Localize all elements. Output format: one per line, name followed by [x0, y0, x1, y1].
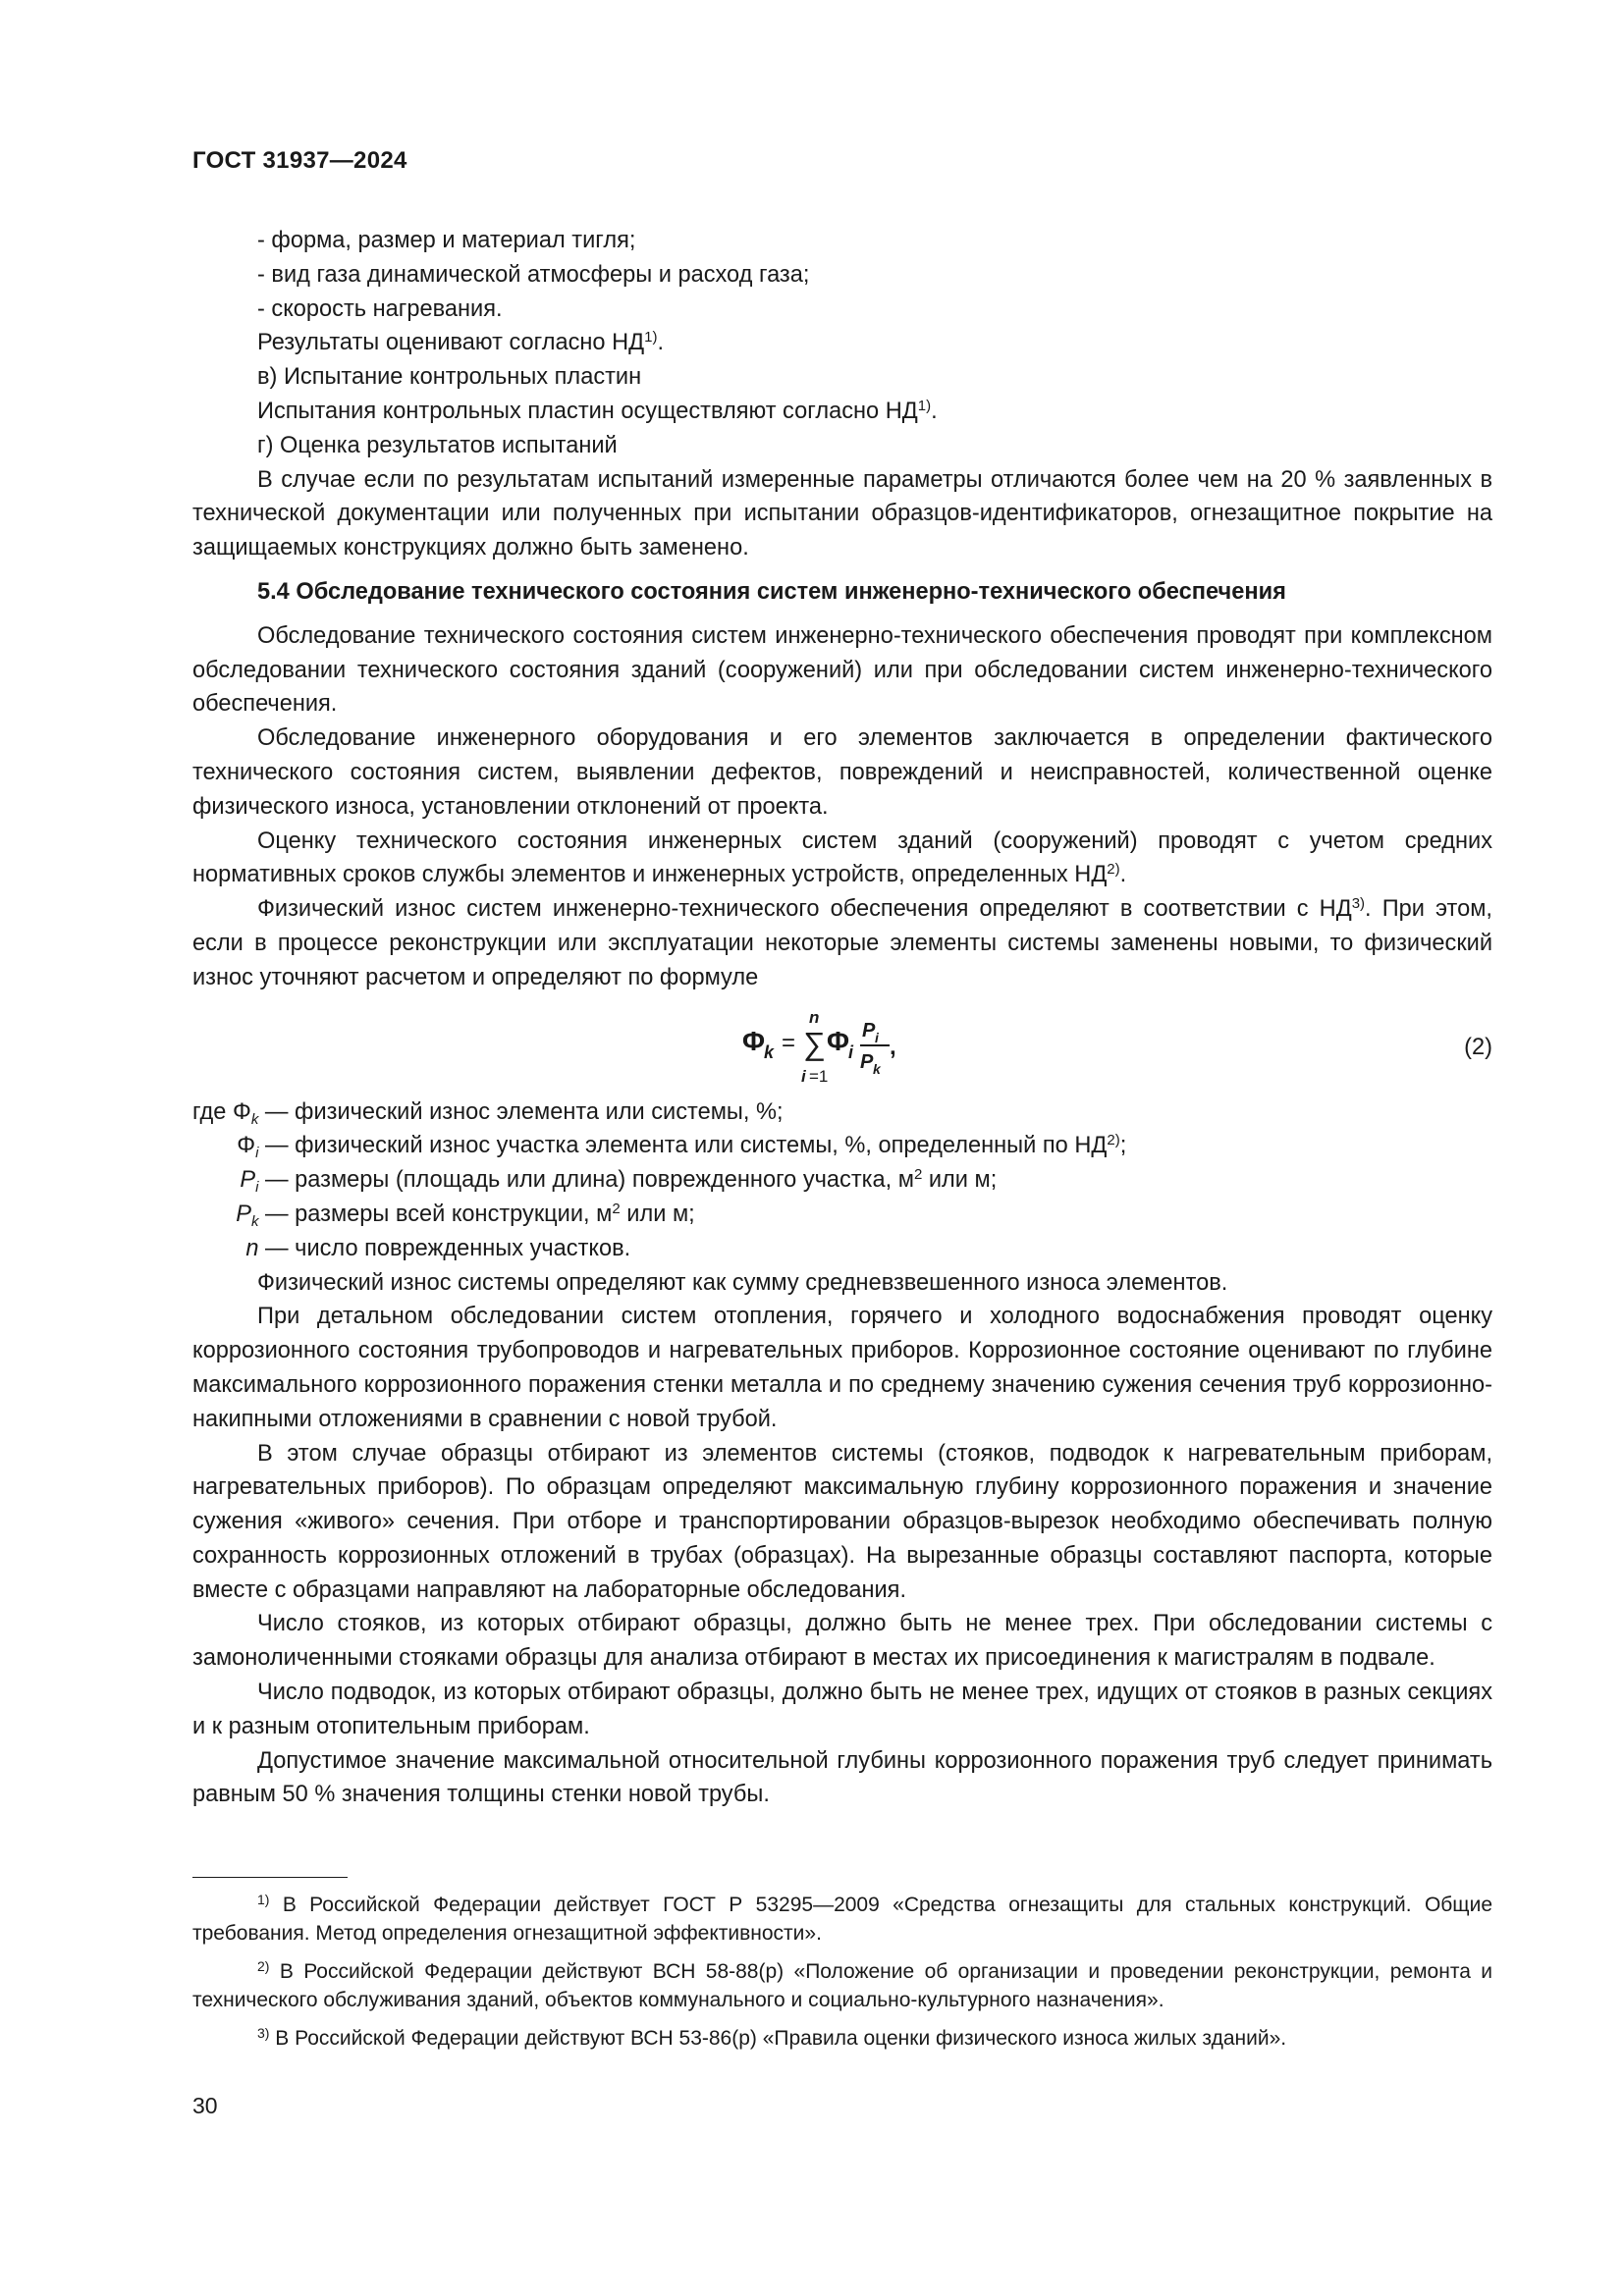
- section-heading: 5.4 Обследование технического состояния систем инженерно-технического обеспечения: [257, 578, 1286, 605]
- legend-text: [265, 1198, 1492, 1232]
- legend-symbol: $P_k$: [236, 1201, 259, 1230]
- paragraph: Обследование технического состояния систем инженерно-технического обеспечения проводят при комплексном обследовании технического состояния зданий (сооружений) или при обследовании систем инженерно-технического обеспечения.: [192, 622, 1492, 718]
- legend-text: — физический износ участка элемента или системы, %, определенный по НД$^{2)}$;: [265, 1132, 1127, 1159]
- svg-text:i: i: [848, 1041, 854, 1062]
- footnote-ref: 2): [1107, 861, 1120, 879]
- svg-text:Φ: Φ: [827, 1025, 849, 1056]
- paragraph: Оценку технического состояния инженерных систем зданий (сооружений) проводят с учетом средних нормативных сроков службы элементов и инженерных устройств, определенных НД$^{2)}$.: [192, 828, 1492, 888]
- legend-symbol: где $\Phi_k$: [192, 1098, 259, 1128]
- legend-symbol: n: [245, 1235, 259, 1261]
- footnote-text: В Российской Федерации действуют ВСН 58-88(р) «Положение об организации и проведении реконструкции, ремонта и технического обслуживания зданий, объектов коммунального и социально-культурного назначения».: [192, 1960, 1492, 2011]
- svg-text:Φ: Φ: [742, 1025, 765, 1056]
- svg-text:∑: ∑: [803, 1025, 826, 1061]
- svg-text:=1: =1: [809, 1066, 829, 1086]
- footnote: [192, 1891, 1492, 1948]
- superscript: 2: [913, 1166, 923, 1184]
- paragraph-text: Физический износ систем инженерно-технического обеспечения определяют в соответствии с НД: [257, 896, 1352, 923]
- paragraph: При детальном обследовании систем отопления, горячего и холодного водоснабжения проводят оценку коррозионного состояния трубопроводов и нагревательных приборов. Коррозионное состояние оценивают по глубине максимального коррозионного поражения стенки металла и по среднему значению сужения сечения труб коррозионно-накипными отложениями в сравнении с новой трубой.: [192, 1304, 1492, 1432]
- subsection-g-title: г) Оценка результатов испытаний: [257, 432, 618, 458]
- footnote-text: В Российской Федерации действует ГОСТ Р 53295—2009 «Средства огнезащиты для стальных конструкций. Общие требования. Метод определения огнезащитной эффективности».: [192, 1894, 1492, 1945]
- svg-text:P: P: [860, 1050, 874, 1073]
- list-item: - вид газа динамической атмосферы и расход газа;: [257, 261, 810, 288]
- legend-item: [192, 1095, 1492, 1130]
- footnote-ref: 3): [1351, 895, 1366, 913]
- paragraph: Число подводок, из которых отбирают образцы, должно быть не менее трех, идущих от стояков в разных секциях и к разным отопительным приборам.: [192, 1680, 1492, 1739]
- list-item: - скорость нагревания.: [257, 295, 503, 322]
- footnote-ref: 2): [1107, 1132, 1120, 1149]
- legend-item: [192, 1232, 1492, 1266]
- footnote-mark: 3): [257, 2025, 270, 2041]
- legend-item: [192, 1198, 1492, 1232]
- footnote-mark: 2): [257, 1958, 270, 1974]
- results-line: Результаты оценивают согласно НД$^{1)}$.: [257, 329, 665, 356]
- legend-text-body: — физический износ участка элемента или системы, %, определенный по НД: [265, 1133, 1108, 1159]
- where-word: где: [192, 1098, 227, 1125]
- svg-text:i: i: [875, 1029, 879, 1045]
- paragraph: Число стояков, из которых отбирают образцы, должно быть не менее трех. При обследовании системы с замоноличенными стояками образцы для анализа отбирают в местах их присоединения к магистралям в подвале.: [192, 1611, 1492, 1672]
- footnote: [192, 1957, 1492, 2014]
- paragraph: В случае если по результатам испытаний измеренные параметры отличаются более чем на 20 % заявленных в технической документации или полученных при испытании образцов-идентификаторов, огнезащитное покрытие на защищаемых конструкциях должно быть заменено.: [192, 466, 1492, 561]
- legend-text: [265, 1163, 1492, 1198]
- legend-item: [192, 1163, 1492, 1198]
- legend-text: — физический износ элемента или системы, %;: [264, 1098, 784, 1125]
- legend-unit: или м;: [922, 1167, 998, 1194]
- paragraph: Допустимое значение максимальной относительной глубины коррозионного поражения труб следует принимать равным 50 % значения толщины стенки новой трубы.: [192, 1747, 1492, 1808]
- legend-item: [192, 1129, 1492, 1163]
- legend-text-body: — размеры всей конструкции, м: [265, 1201, 613, 1227]
- superscript: 2: [612, 1200, 621, 1217]
- legend-unit: или м;: [620, 1201, 695, 1227]
- body-text: [192, 224, 1492, 1812]
- paragraph: Физический износ системы определяют как сумму средневзвешенного износа элементов.: [257, 1269, 1228, 1296]
- footnotes: [192, 1891, 1492, 2062]
- document-header: ГОСТ 31937—2024: [192, 147, 407, 174]
- paragraph: В этом случае образцы отбирают из элементов системы (стояков, подводок к нагревательным приборам, нагревательных приборов). По образцам определяют максимальную глубину коррозионного поражения и значение сужения «живого» сечения. При отборе и транспортировании образцов-вырезок необходимо обеспечивать полную сохранность коррозионных отложений в трубах (образцах). На вырезанные образцы составляют паспорта, которые вместе с образцами направляют на лабораторные обследования.: [192, 1440, 1492, 1603]
- list-item: - форма, размер и материал тигля;: [257, 228, 636, 253]
- formula-number: (2): [1464, 1034, 1492, 1060]
- subsection-v-text: Испытания контрольных пластин осуществляют согласно НД$^{1)}$.: [257, 397, 938, 424]
- legend-text: — число поврежденных участков.: [265, 1235, 631, 1261]
- svg-text:k: k: [764, 1041, 775, 1062]
- paragraph-text: Оценку технического состояния инженерных систем зданий (сооружений) проводят с учетом средних нормативных сроков службы элементов и инженерных устройств, определенных НД: [192, 828, 1492, 888]
- paragraph-text: . При этом, если в процессе реконструкции или эксплуатации некоторые элементы системы заменены новыми, то физический износ уточняют расчетом и определяют по формуле: [192, 896, 1492, 990]
- svg-text:,: ,: [890, 1033, 896, 1060]
- subsection-v-title: в) Испытание контрольных пластин: [257, 364, 642, 391]
- svg-text:P: P: [862, 1019, 876, 1041]
- formula-legend: [192, 1095, 1492, 1266]
- footnote-mark: 1): [257, 1892, 270, 1907]
- svg-text:n: n: [809, 1007, 820, 1027]
- paragraph: [192, 892, 1492, 994]
- page-number: 30: [192, 2093, 218, 2118]
- footnote-text: В Российской Федерации действуют ВСН 53-86(р) «Правила оценки физического износа жилых зданий».: [269, 2027, 1287, 2050]
- legend-symbol: $\Phi_i$: [237, 1133, 259, 1162]
- subsection-v-text-body: Испытания контрольных пластин осуществляют согласно НД: [257, 398, 918, 424]
- footnote-ref: 1): [917, 397, 932, 414]
- svg-text:=: =: [782, 1029, 796, 1056]
- svg-text:i: i: [801, 1066, 806, 1086]
- paragraph: Обследование инженерного оборудования и его элементов заключается в определении фактического технического состояния систем, выявлении дефектов, повреждений и неисправностей, количественной оценке физического износа, установлении отклонений от проекта.: [192, 725, 1492, 820]
- legend-text-body: — размеры (площадь или длина) поврежденного участка, м: [265, 1167, 914, 1194]
- footnote-divider: [192, 1877, 348, 1878]
- footnote: [192, 2024, 1492, 2053]
- physical-wear-formula: [742, 1001, 968, 1092]
- footnote-ref: 1): [644, 329, 658, 347]
- formula-row: [192, 1001, 1492, 1092]
- legend-symbol: $P_i$: [240, 1167, 259, 1197]
- results-line-text: Результаты оценивают согласно НД: [257, 330, 645, 356]
- svg-text:k: k: [873, 1060, 881, 1077]
